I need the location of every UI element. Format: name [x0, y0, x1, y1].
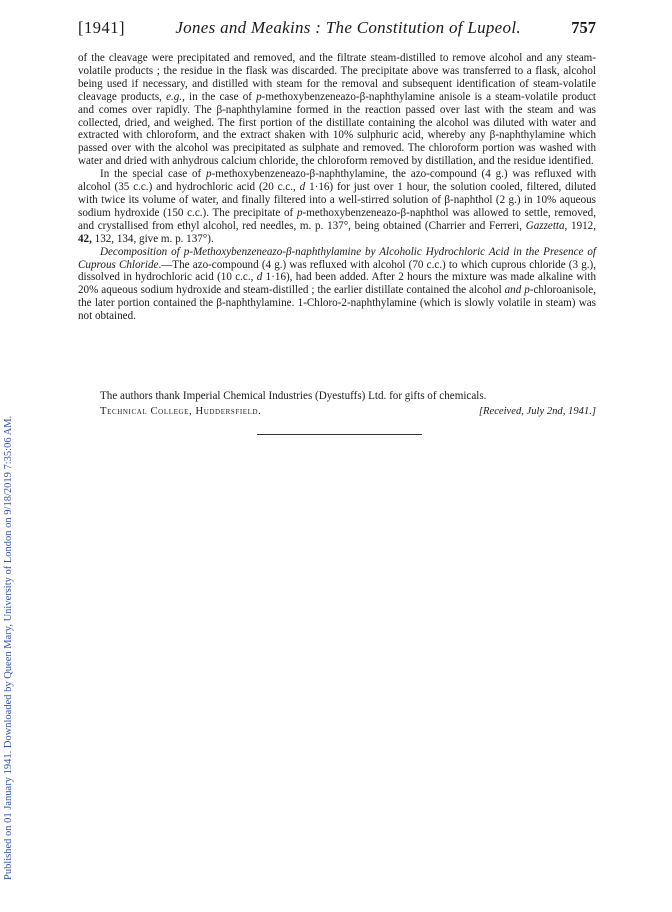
- paragraph-cleavage: of the cleavage were precipitated and removed, and the filtrate steam-distilled to remove alcohol and any steam-volatile products ; the residue in the flask was discarded. The precipitate above was transferred to a flask, alcohol being used if necessary, and distilled with steam for the removal and subsequent identification of steam-volatile cleavage products, e.g., in the case of p-methoxybenzeneazo-β-naphthylamine anisole is a steam-volatile product and comes over rapidly. The β-naphthylamine formed in the reaction passed over last with the steam and was collected, dried, and weighed. The first portion of the distillate containing the alcohol was diluted with water and extracted with chloroform, and the extract shaken with 10% sulphuric acid, whereby any β-naphthylamine which passed over with the alcohol was precipitated as sulphate and removed. The chloroform portion was washed with water and dried with anhydrous calcium chloride, the chloroform removed by distillation, and the residue identified.: [78, 52, 597, 168]
- publication-stamp: Published on 01 January 1941. Downloaded by Queen Mary, University of London on 9/18/2019 7:35:06 AM.: [3, 415, 14, 880]
- article-body: [78, 52, 596, 323]
- paragraph-special-case: In the special case of p-methoxybenzeneazo-β-naphthylamine, the azo-compound (4 g.) was refluxed with alcohol (35 c.c.) and hydrochloric acid (20 c.c., d 1·16) for just over 1 hour, the solution cooled, filtered, diluted with twice its volume of water, and finally filtered into a well-stirred solution of β-naphthol (2 g.) in 10% aqueous sodium hydroxide (150 c.c.). The precipitate of p-methoxybenzeneazo-β-naphthol was allowed to settle, removed, and crystallised from ethyl alcohol, red needles, m. p. 137°, being obtained (Charrier and Ferreri, Gazzetta, 1912, 42, 132, 134, give m. p. 137°).: [78, 168, 597, 245]
- paragraph-decomposition: Decomposition of p-Methoxybenzeneazo-β-naphthylamine by Alcoholic Hydrochloric Acid in the Presence of Cuprous Chloride.—The azo-compound (4 g.) was refluxed with alcohol (70 c.c.) to which cuprous chloride (3 g.), dissolved in hydrochloric acid (10 c.c., d 1·16), had been added. After 2 hours the mixture was made alkaline with 20% aqueous sodium hydroxide and steam-distilled ; the earlier distillate contained the alcohol and p-chloroanisole, the later portion contained the β-naphthylamine. 1-Chloro-2-naphthylamine (which is slowly volatile in steam) was not obtained.: [78, 245, 597, 323]
- affiliation: Technical College, Huddersfield.: [100, 406, 262, 417]
- header-title: Jones and Meakins : The Constitution of Lupeol.: [175, 18, 521, 37]
- page-number: 757: [571, 18, 596, 37]
- acknowledgement: The authors thank Imperial Chemical Industries (Dyestuffs) Ltd. for gifts of chemicals.: [100, 390, 487, 402]
- end-rule: [257, 434, 422, 435]
- acknowledgement-section: [78, 390, 596, 403]
- header-year: [1941]: [78, 18, 125, 37]
- affiliation-line: [78, 405, 596, 418]
- running-header: [78, 18, 596, 44]
- received-date: [Received, July 2nd, 1941.]: [478, 406, 596, 417]
